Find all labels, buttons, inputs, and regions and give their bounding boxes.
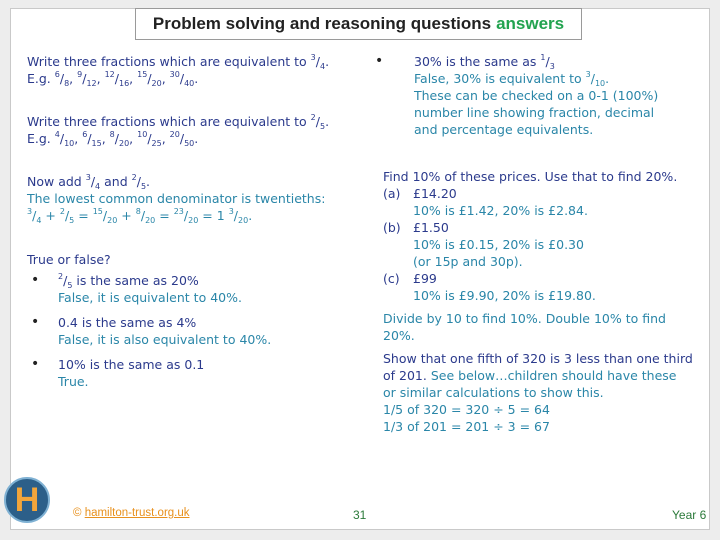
fraction-denominator: 15 [91, 139, 102, 148]
fraction-denominator: 16 [118, 79, 130, 88]
hamilton-logo: H [4, 477, 50, 523]
page-number: 31 [353, 508, 367, 522]
q1-text: Write three fractions which are equivalent to $^3/_4$. [27, 53, 330, 71]
fraction-denominator: 12 [86, 79, 97, 88]
q3-equation: $^3/_4 + ^2/_5 = ^{15}/_{20} + ^8/_{20} = ^{23}/_{20} = 1$ $^3/_{20}$. [27, 207, 253, 225]
q2-examples: E.g. $^4/_{10}$, $^6/_{15}$, $^8/_{20}$, $^{10}/_{25}$, $^{20}/_{50}$. [27, 130, 199, 148]
fraction-denominator: 50 [184, 139, 195, 148]
title-main: Problem solving and reasoning questions [152, 14, 492, 33]
fraction-numerator: 30 [169, 70, 180, 79]
fraction-numerator: 20 [169, 130, 180, 139]
price-item-a: (a) £14.20 [383, 186, 457, 201]
fraction-numerator: 12 [104, 70, 115, 79]
prices-intro: Find 10% of these prices. Use that to find 20%. [383, 169, 678, 184]
q3-lcd: The lowest common denominator is twentieths: [27, 191, 326, 206]
fraction-denominator: 8 [64, 79, 70, 88]
fraction-numerator: 8 [109, 130, 115, 139]
fraction-denominator: 40 [184, 79, 195, 88]
footer-link [73, 507, 190, 519]
fraction-denominator: 10 [64, 139, 75, 148]
right-column: • 30% is the same as $^1/_3$ False, 30% is equivalent to $^3/_{10}$. These can be checked on a 0-1 (100%) number line showing fraction, decimal and percentage equivalents. Find 10% of these prices. Use that to find 20%. (a) £14.20 10% is £1.42, 20% is £2.84. (b) £1.50 10% is £0.15, 20% is £0.30 (or 15p and 30p). (c) £99 10% is £9.90, 20% is £19.80. Divide by 10 to find 10%. Double 10% to find 20%. Show that one fifth of 320 is 3 less than one third of 201. See below…children should have these or similar calculations to show this. 1/5 of 320 = 320 ÷ 5 = 64 1/3 of 201 = 201 ÷ 3 = 67 [383, 53, 703, 435]
fifth-question: Show that one fifth of 320 is 3 less than one third of 201. See below…children should have these or similar calculations to show this. [383, 351, 693, 400]
fraction-numerator: 9 [77, 70, 83, 79]
year-label: Year 6 [672, 508, 707, 522]
price-item-c: (c) £99 [383, 271, 437, 286]
hamilton-link[interactable]: hamilton-trust.org.uk [84, 507, 190, 519]
price-item-b: (b) £1.50 [383, 220, 449, 235]
percent-bullet: • 30% is the same as $^1/_3$ False, 30% is equivalent to $^3/_{10}$. These can be checked on a 0-1 (100%) number line showing fraction, decimal and percentage equivalents. [383, 53, 703, 138]
fraction-numerator: 6 [54, 70, 60, 79]
fraction-denominator: 20 [151, 79, 162, 88]
page-title [135, 8, 582, 40]
tf-list [27, 272, 352, 390]
left-column [27, 53, 352, 398]
title-accent: answers [496, 14, 565, 33]
list-item: • $^2/_5$ is the same as 20% False, it is equivalent to 40%. [27, 272, 352, 306]
q3-text: Now add $^3/_4$ and $^2/_5$. [27, 173, 151, 191]
prices-method: Divide by 10 to find 10%. Double 10% to find 20%. [383, 311, 666, 343]
list-item: • 0.4 is the same as 4% False, it is also equivalent to 40%. [27, 314, 352, 348]
fraction-numerator: 15 [137, 70, 148, 79]
list-item: • 10% is the same as 0.1 True. [27, 356, 352, 390]
fraction-numerator: 4 [54, 130, 60, 139]
fraction-numerator: 10 [137, 130, 148, 139]
q2-text: Write three fractions which are equivalent to $^2/_5$. [27, 113, 330, 131]
fraction-denominator: 20 [118, 139, 130, 148]
fraction-numerator: 6 [82, 130, 88, 139]
b1-statement: • 30% is the same as $^1/_3$ [414, 53, 555, 71]
q1-examples: E.g. $^6/_8$, $^9/_{12}$, $^{12}/_{16}$, $^{15}/_{20}$, $^{30}/_{40}$. [27, 70, 199, 88]
tf-heading: True or false? [27, 252, 111, 267]
fraction-denominator: 25 [151, 139, 162, 148]
copyright-symbol: © [73, 507, 82, 519]
